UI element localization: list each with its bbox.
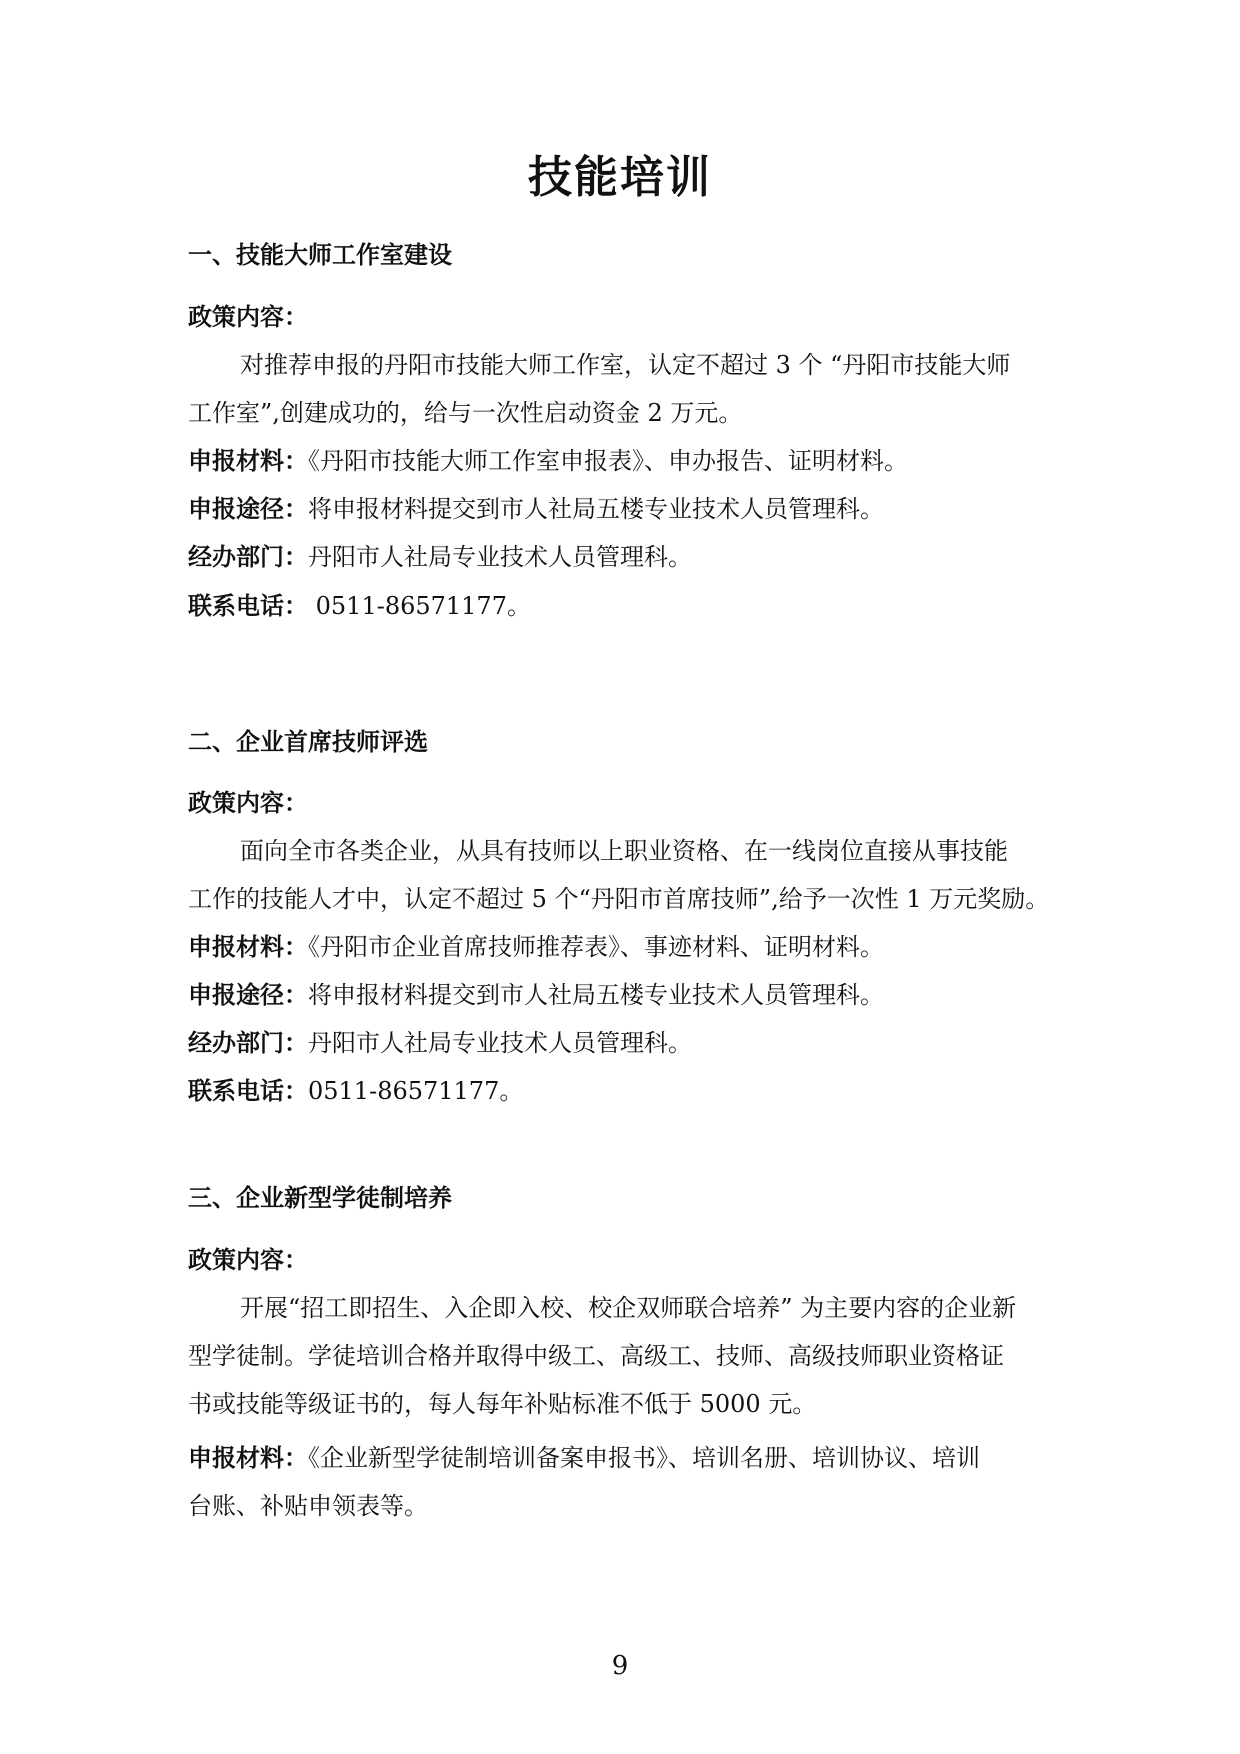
dept-row-2 bbox=[188, 1026, 1068, 1060]
phone-label-2: 联系电话： bbox=[188, 1077, 308, 1105]
materials-row-2 bbox=[188, 930, 1068, 964]
materials-row-3 bbox=[188, 1441, 1068, 1475]
phone-label-1: 联系电话： bbox=[188, 592, 308, 620]
phone-value-2: 0511-86571177。 bbox=[308, 1077, 524, 1105]
materials-label-2: 申报材料： bbox=[188, 933, 308, 961]
dept-value-2: 丹阳市人社局专业技术人员管理科。 bbox=[308, 1029, 692, 1057]
materials-label-3: 申报材料： bbox=[188, 1444, 308, 1472]
dept-label-1: 经办部门： bbox=[188, 543, 308, 571]
materials-value-3-1: 《企业新型学徒制培训备案申报书》、培训名册、培训协议、培训 bbox=[308, 1444, 980, 1472]
page-number: 9 bbox=[611, 1651, 629, 1681]
policy-line-1-1: 对推荐申报的丹阳市技能大师工作室，认定不超过 3 个 “丹阳市技能大师 bbox=[240, 351, 1011, 379]
policy-line-2-2: 工作的技能人才中，认定不超过 5 个“丹阳市首席技师”,给予一次性 1 万元奖励。 bbox=[188, 885, 1050, 913]
policy-label-2: 政策内容： bbox=[188, 789, 308, 817]
materials-row-1 bbox=[188, 444, 1068, 478]
channel-row-2 bbox=[188, 978, 1068, 1012]
policy-label-1: 政策内容： bbox=[188, 303, 308, 331]
materials-value-2: 《丹阳市企业首席技师推荐表》、事迹材料、证明材料。 bbox=[308, 933, 884, 961]
policy-line-3-2: 型学徒制。学徒培训合格并取得中级工、高级工、技师、高级技师职业资格证 bbox=[188, 1342, 1004, 1370]
channel-row-1 bbox=[188, 492, 1068, 526]
materials-value-1: 《丹阳市技能大师工作室申报表》、申办报告、证明材料。 bbox=[308, 447, 908, 475]
dept-row-1 bbox=[188, 540, 1068, 574]
policy-line-1-2: 工作室”,创建成功的，给与一次性启动资金 2 万元。 bbox=[188, 399, 743, 427]
section-heading-1: 一、技能大师工作室建设 bbox=[188, 241, 452, 269]
policy-label-3: 政策内容： bbox=[188, 1246, 308, 1274]
materials-line-3-2: 台账、补贴申领表等。 bbox=[188, 1492, 428, 1520]
section-heading-3: 三、企业新型学徒制培养 bbox=[188, 1184, 452, 1212]
policy-line-2-1: 面向全市各类企业，从具有技师以上职业资格、在一线岗位直接从事技能 bbox=[240, 837, 1008, 865]
materials-label-1: 申报材料： bbox=[188, 447, 308, 475]
channel-value-1: 将申报材料提交到市人社局五楼专业技术人员管理科。 bbox=[308, 495, 884, 523]
phone-row-1 bbox=[188, 589, 1068, 623]
page-title: 技能培训 bbox=[528, 152, 712, 203]
phone-row-2 bbox=[188, 1074, 1068, 1108]
section-heading-2: 二、企业首席技师评选 bbox=[188, 728, 428, 756]
policy-line-3-1: 开展“招工即招生、入企即入校、校企双师联合培养” 为主要内容的企业新 bbox=[240, 1294, 1017, 1322]
dept-label-2: 经办部门： bbox=[188, 1029, 308, 1057]
policy-line-3-3: 书或技能等级证书的，每人每年补贴标准不低于 5000 元。 bbox=[188, 1390, 817, 1418]
dept-value-1: 丹阳市人社局专业技术人员管理科。 bbox=[308, 543, 692, 571]
channel-label-2: 申报途径： bbox=[188, 981, 308, 1009]
channel-label-1: 申报途径： bbox=[188, 495, 308, 523]
channel-value-2: 将申报材料提交到市人社局五楼专业技术人员管理科。 bbox=[308, 981, 884, 1009]
phone-value-1: 0511-86571177。 bbox=[308, 592, 531, 620]
